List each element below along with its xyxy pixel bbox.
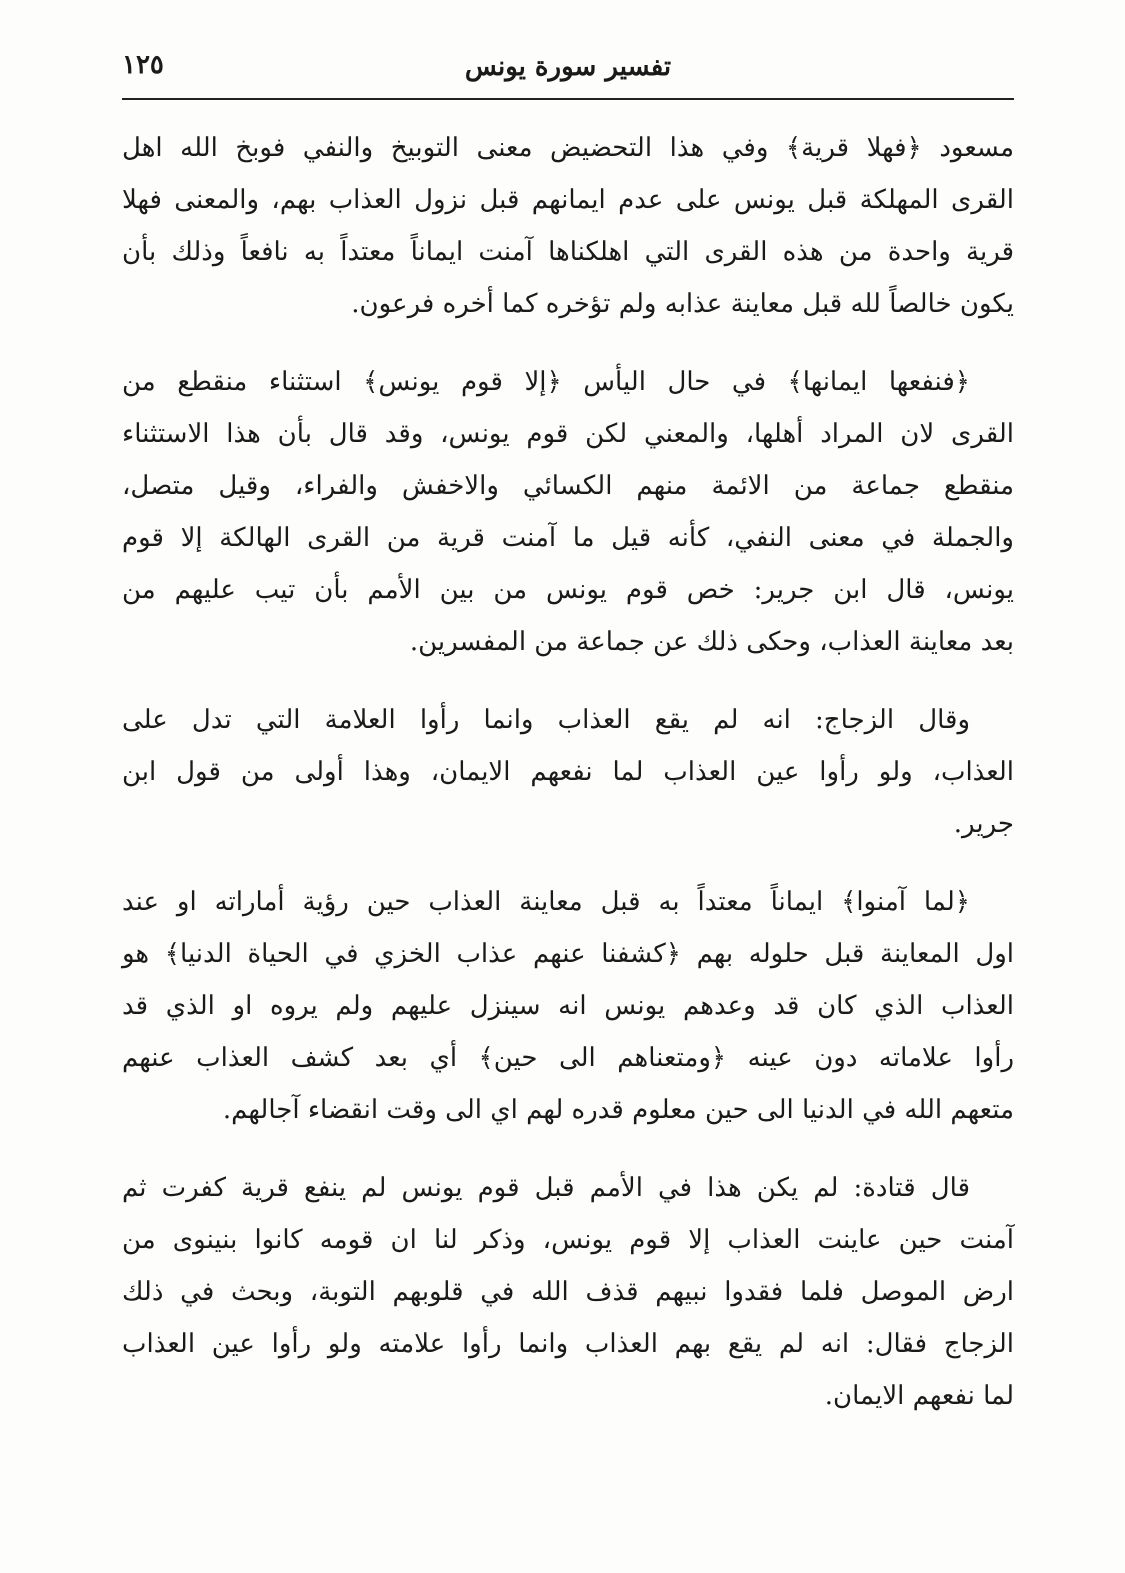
page-header	[122, 50, 1014, 98]
paragraph-1	[122, 122, 1014, 330]
text-line: ارض الموصل فلما فقدوا نبيهم قذف الله في قلوبهم التوبة، وبحث في ذلك	[122, 1277, 1014, 1307]
text-line: يكون خالصاً لله قبل معاينة عذابه ولم تؤخره كما أخره فرعون.	[351, 289, 1014, 319]
text-line: القرى لان المراد أهلها، والمعني لكن قوم يونس، وقد قال بأن هذا الاستثناء	[122, 419, 1014, 449]
text-line: ﴿لما آمنوا﴾ ايماناً معتداً به قبل معاينة العذاب حين رؤية أماراته او عند	[122, 887, 970, 917]
paragraph-4	[122, 876, 1014, 1136]
text-line: متعهم الله في الدنيا الى حين معلوم قدره لهم اي الى وقت انقضاء آجالهم.	[222, 1095, 1014, 1125]
page-number: ١٢٥	[122, 50, 164, 80]
text-line: آمنت حين عاينت العذاب إلا قوم يونس، وذكر لنا ان قومه كانوا بنينوى من	[122, 1225, 1014, 1255]
running-title: تفسير سورة يونس	[464, 52, 672, 82]
text-line: والجملة في معنى النفي، كأنه قيل ما آمنت قرية من القرى الهالكة إلا قوم	[122, 523, 1014, 553]
text-line: وقال الزجاج: انه لم يقع العذاب وانما رأوا العلامة التي تدل على	[122, 705, 970, 735]
text-line: بعد معاينة العذاب، وحكى ذلك عن جماعة من المفسرين.	[409, 627, 1014, 657]
text-line: القرى المهلكة قبل يونس على عدم ايمانهم قبل نزول العذاب بهم، والمعنى فهلا	[122, 185, 1014, 215]
paragraph-5	[122, 1162, 1014, 1422]
text-line: العذاب الذي كان قد وعدهم يونس انه سينزل عليهم ولم يروه او الذي قد	[122, 991, 1014, 1021]
text-line: اول المعاينة قبل حلوله بهم ﴿كشفنا عنهم عذاب الخزي في الحياة الدنيا﴾ هو	[122, 939, 1014, 969]
text-line: قال قتادة: لم يكن هذا في الأمم قبل قوم يونس لم ينفع قرية كفرت ثم	[122, 1173, 970, 1203]
paragraph-3	[122, 694, 1014, 850]
body-text	[122, 122, 1014, 1448]
text-line: منقطع جماعة من الائمة منهم الكسائي والاخفش والفراء، وقيل متصل،	[122, 471, 1014, 501]
header-rule	[122, 98, 1014, 100]
paragraph-2	[122, 356, 1014, 668]
text-line: العذاب، ولو رأوا عين العذاب لما نفعهم الايمان، وهذا أولى من قول ابن	[122, 757, 1014, 787]
text-line: جرير.	[953, 809, 1014, 839]
text-line: ﴿فنفعها ايمانها﴾ في حال اليأس ﴿إلا قوم يونس﴾ استثناء منقطع من	[122, 367, 970, 397]
text-line: الزجاج فقال: انه لم يقع بهم العذاب وانما رأوا علامته ولو رأوا عين العذاب	[122, 1329, 1014, 1359]
text-line: مسعود ﴿فهلا قرية﴾ وفي هذا التحضيض معنى التوبيخ والنفي فوبخ الله اهل	[122, 133, 1014, 163]
text-line: لما نفعهم الايمان.	[824, 1381, 1014, 1411]
text-line: قرية واحدة من هذه القرى التي اهلكناها آمنت ايماناً معتداً به نافعاً وذلك بأن	[122, 237, 1014, 267]
text-line: يونس، قال ابن جرير: خص قوم يونس من بين الأمم بأن تيب عليهم من	[122, 575, 1014, 605]
text-line: رأوا علاماته دون عينه ﴿ومتعناهم الى حين﴾ أي بعد كشف العذاب عنهم	[122, 1043, 1014, 1073]
